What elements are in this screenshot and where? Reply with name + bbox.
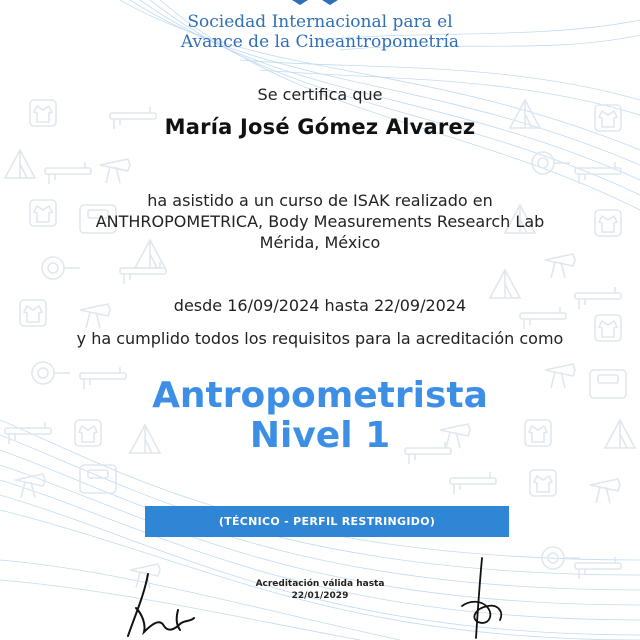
course-line-3: Mérida, México <box>259 233 381 252</box>
course-line-2: ANTHROPOMETRICA, Body Measurements Research Lab <box>95 212 545 231</box>
accreditation-level: Nivel 1 <box>249 415 391 456</box>
course-dates: desde 16/09/2024 hasta 22/09/2024 <box>173 296 467 315</box>
accreditation-title: Antropometrista <box>152 375 488 416</box>
requirements-text: y ha cumplido todos los requisitos para la acreditación como <box>76 329 564 348</box>
recipient-name: María José Gómez Alvarez <box>164 115 476 139</box>
course-line-1: ha asistido a un curso de ISAK realizado en <box>147 191 493 210</box>
certify-intro: Se certifica que <box>257 85 383 104</box>
profile-banner <box>145 506 509 537</box>
valid-until-date: 22/01/2029 <box>291 591 349 601</box>
organization-name-line1: Sociedad Internacional para el <box>187 12 453 32</box>
profile-label: (TÉCNICO - PERFIL RESTRINGIDO) <box>218 515 436 528</box>
valid-until-label: Acreditación válida hasta <box>255 579 385 589</box>
signature-left <box>118 566 218 640</box>
signature-right <box>448 556 528 640</box>
organization-name-line2: Avance de la Cineantropometría <box>180 32 460 52</box>
